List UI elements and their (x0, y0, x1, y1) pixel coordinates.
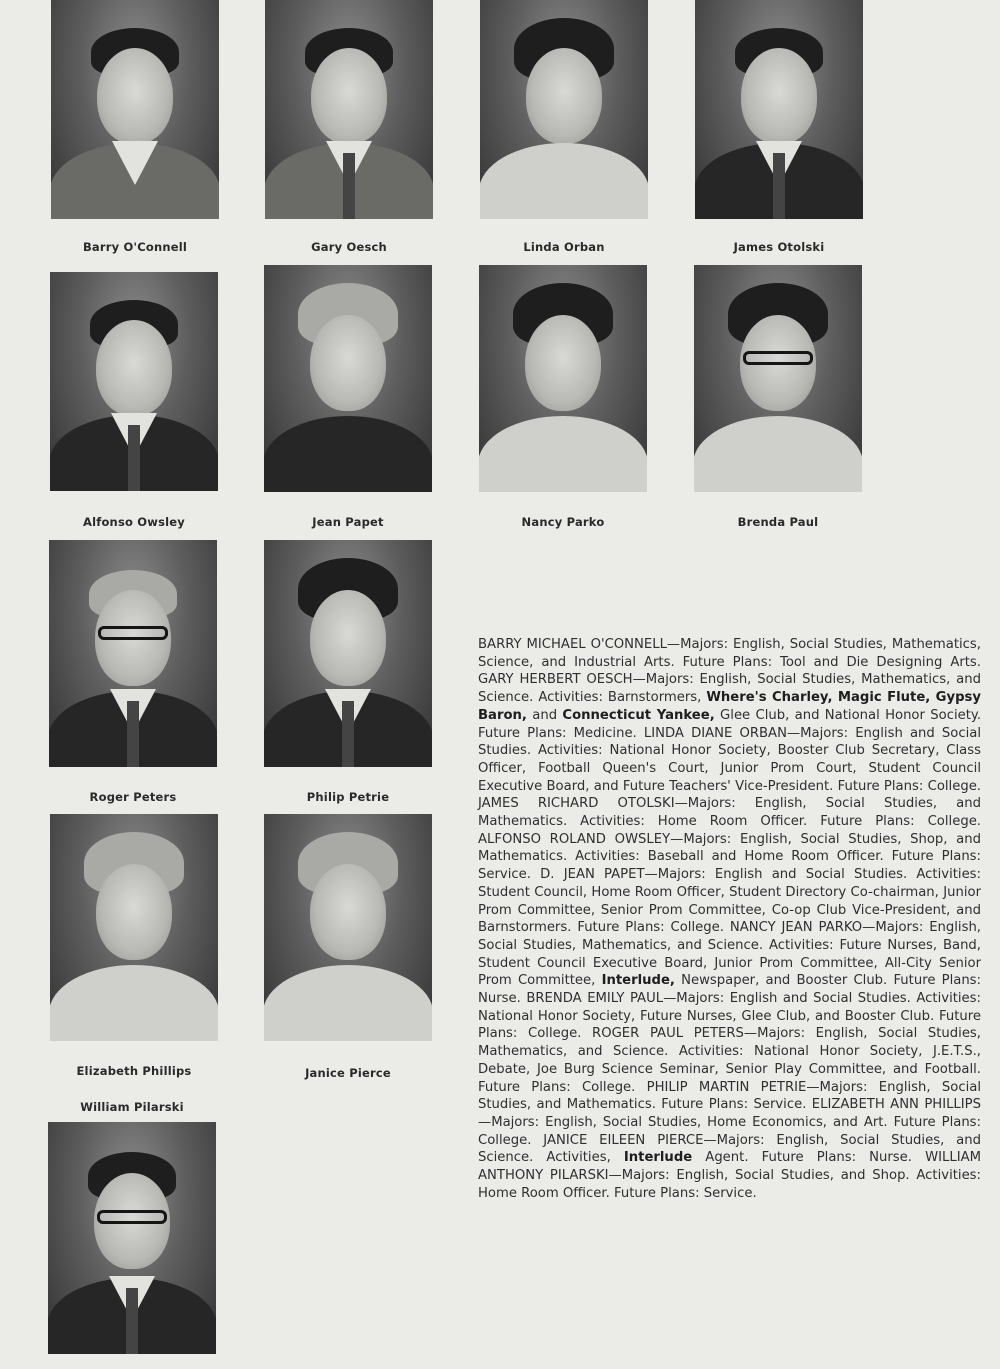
glasses-icon (743, 351, 813, 365)
caption-papet: Jean Papet (312, 515, 384, 529)
portrait-sweater (264, 416, 432, 492)
caption-otolski: James Otolski (733, 240, 825, 254)
senior-biographies (478, 636, 981, 1203)
caption-oconnell: Barry O'Connell (82, 240, 188, 254)
caption-pilarski: William Pilarski (80, 1100, 184, 1114)
portrait-pilarski (48, 1122, 216, 1354)
portrait-otolski (695, 0, 863, 219)
portrait-sweater (694, 416, 862, 492)
bio-text: Glee Club, and National Honor Society. Future Plans: Medicine. LINDA DIANE ORBAN—Majors: English and Social Studies. Activities: National Honor Society, Booster Club Secretary, Class Officer, Football Queen's Court, Junior Prom Court, Student Council Executive Board, and Future Teachers' Vice-President. Future Plans: College. JAMES RICHARD OTOLSKI—Majors: English, Social Studies, and Mathematics. Activities: Home Room Officer. Future Plans: College. ALFONSO ROLAND OWSLEY—Majors: English, Social Studies, Shop, and Mathematics. Activities: Baseball and Home Room Officer. Future Plans: Service. D. JEAN PAPET—Majors: English and Social Studies. Activities: Student Council, Home Room Officer, Student Directory Co-chairman, Junior Prom Committee, Senior Prom Committee, Co-op Club Vice-President, and Barnstormers. Future Plans: College. NANCY JEAN PARKO—Majors: English, Social Studies, Mathematics, and Science. Activities: Future Nurses, Band, Student Council Executive Board, Junior Prom Committee, All-City Senior Prom Committee, (478, 707, 982, 989)
portrait-oesch (265, 0, 433, 219)
portrait-face (526, 48, 602, 144)
caption-paul: Brenda Paul (737, 515, 819, 529)
bio-emphasis: Interlude, (601, 973, 675, 989)
portrait-orban (480, 0, 648, 219)
portrait-papet (264, 265, 432, 492)
portrait-tie (343, 153, 355, 219)
portrait-face (97, 48, 173, 144)
portrait-pierce (264, 814, 432, 1041)
portrait-parko (479, 265, 647, 492)
caption-parko: Nancy Parko (521, 515, 605, 529)
portrait-sweater (479, 416, 647, 492)
caption-phillips: Elizabeth Phillips (76, 1064, 192, 1078)
bio-emphasis: Connecticut Yankee, (562, 707, 715, 723)
portrait-face (310, 315, 386, 411)
caption-orban: Linda Orban (523, 240, 605, 254)
portrait-tie (126, 1288, 138, 1354)
portrait-blouse (50, 965, 218, 1041)
caption-pierce: Janice Pierce (305, 1066, 391, 1080)
bio-text: BARRY MICHAEL O'CONNELL—Majors: English, Social Studies, Mathematics, Science, and Industrial Arts. Future Plans: Tool and Die Designing Arts. GARY HERBERT OESCH—Majors: English, Social Studies, Mathematics, and Science. Activities: Barnstormers, (478, 637, 981, 706)
bio-text: Agent. Future Plans: Nurse. WILLIAM ANTHONY PILARSKI—Majors: English, Social Studies, and Shop. Activities: Home Room Officer. Future Plans: Service. (478, 1150, 981, 1201)
portrait-paul (694, 265, 862, 492)
glasses-icon (98, 626, 168, 640)
caption-oesch: Gary Oesch (311, 240, 387, 254)
portrait-petrie (264, 540, 432, 767)
caption-petrie: Philip Petrie (306, 790, 390, 804)
portrait-face (311, 48, 387, 144)
bio-text: and (526, 707, 563, 723)
bio-emphasis: Interlude (623, 1150, 693, 1166)
portrait-face (525, 315, 601, 411)
portrait-blouse (264, 965, 432, 1041)
portrait-sweater (480, 143, 648, 219)
bio-text: Newspaper, and Booster Club. Future Plans: Nurse. BRENDA EMILY PAUL—Majors: English and Social Studies. Activities: National Honor Society, Future Nurses, Glee Club, and Booster Club. Future Plans: College. ROGER PAUL PETERS—Majors: English, Social Studies, Mathematics, and Science. Activities: National Honor Society, J.E.T.S., Debate, Joe Burg Science Seminar, Senior Play Committee, and Football. Future Plans: College. PHILIP MARTIN PETRIE—Majors: English, Social Studies, and Mathematics. Future Plans: Service. ELIZABETH ANN PHILLIPS—Majors: English, Social Studies, Home Economics, and Art. Future Plans: College. JANICE EILEEN PIERCE—Majors: English, Social Studies, and Science. Activities, (478, 973, 981, 1166)
portrait-face (741, 48, 817, 144)
portrait-owsley (50, 272, 218, 491)
portrait-face (96, 320, 172, 416)
portrait-tie (773, 153, 785, 219)
portrait-oconnell (51, 0, 219, 219)
caption-owsley: Alfonso Owsley (83, 515, 185, 529)
caption-peters: Roger Peters (89, 790, 177, 804)
portrait-peters (49, 540, 217, 767)
bio-emphasis: Where's Charley, Magic Flute, Gypsy Baron, (478, 690, 981, 723)
portrait-face (96, 864, 172, 960)
portrait-face (310, 590, 386, 686)
portrait-tie (342, 701, 354, 767)
portrait-face (310, 864, 386, 960)
portrait-tie (128, 425, 140, 491)
portrait-phillips (50, 814, 218, 1041)
portrait-tie (127, 701, 139, 767)
glasses-icon (97, 1210, 167, 1224)
